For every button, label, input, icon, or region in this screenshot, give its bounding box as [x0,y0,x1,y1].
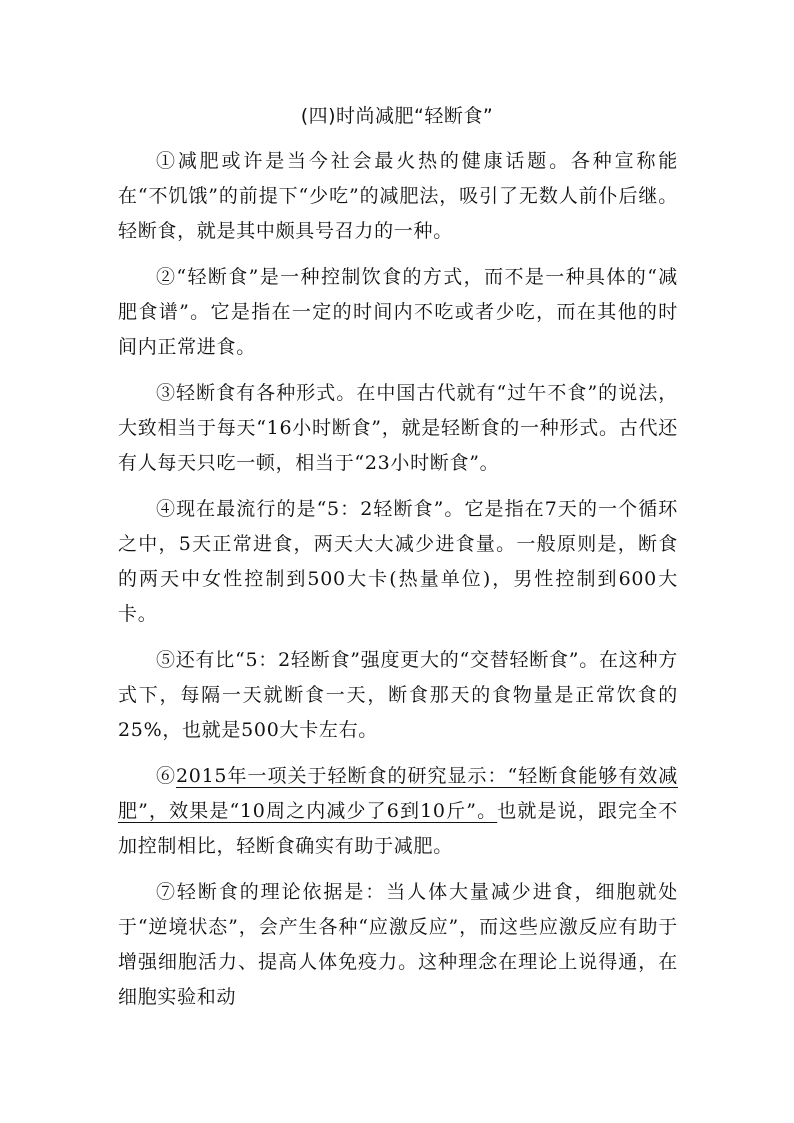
paragraph-1: ①减肥或许是当今社会最火热的健康话题。各种宣称能在“不饥饿”的前提下“少吃”的减肥法，吸引了无数人前仆后继。轻断食，就是其中颇具号召力的一种。 [118,150,678,242]
paragraph-6-rest: 也就是说，跟完全不加控制相比，轻断食确实有助于减肥。 [118,800,678,857]
page-title: (四)时尚减肥“轻断食” [300,105,494,127]
paragraph-5: ⑤还有比“5：2轻断食”强度更大的“交替轻断食”。在这种方式下，每隔一天就断食一天，断食那天的食物量是正常饮食的25%，也就是500大卡左右。 [118,649,678,741]
paragraph-7: ⑦轻断食的理论依据是：当人体大量减少进食，细胞就处于“逆境状态”，会产生各种“应激反应”，而这些应激反应有助于增强细胞活力、提高人体免疫力。这种理念在理论上说得通，在细胞实验和动 [118,881,678,1008]
paragraph-4: ④现在最流行的是“5：2轻断食”。它是指在7天的一个循环之中，5天正常进食，两天大大减少进食量。一般原则是，断食的两天中女性控制到500大卡(热量单位)，男性控制到600大卡。 [118,498,678,625]
paragraph-6 [118,759,678,864]
article-body [118,144,678,1026]
paragraph-2: ②“轻断食”是一种控制饮食的方式，而不是一种具体的“减肥食谱”。它是指在一定的时间内不吃或者少吃，而在其他的时间内正常进食。 [118,266,678,358]
paragraph-6-marker: ⑥ [156,765,177,787]
paragraph-6-underlined-sentence: 2015年一项关于轻断食的研究显示：“轻断食能够有效减肥”，效果是“10周之内减少了6到10斤”。 [118,765,679,822]
paragraph-3: ③轻断食有各种形式。在中国古代就有“过午不食”的说法，大致相当于每天“16小时断食”，就是轻断食的一种形式。古代还有人每天只吃一顿，相当于“23小时断食”。 [118,382,678,474]
